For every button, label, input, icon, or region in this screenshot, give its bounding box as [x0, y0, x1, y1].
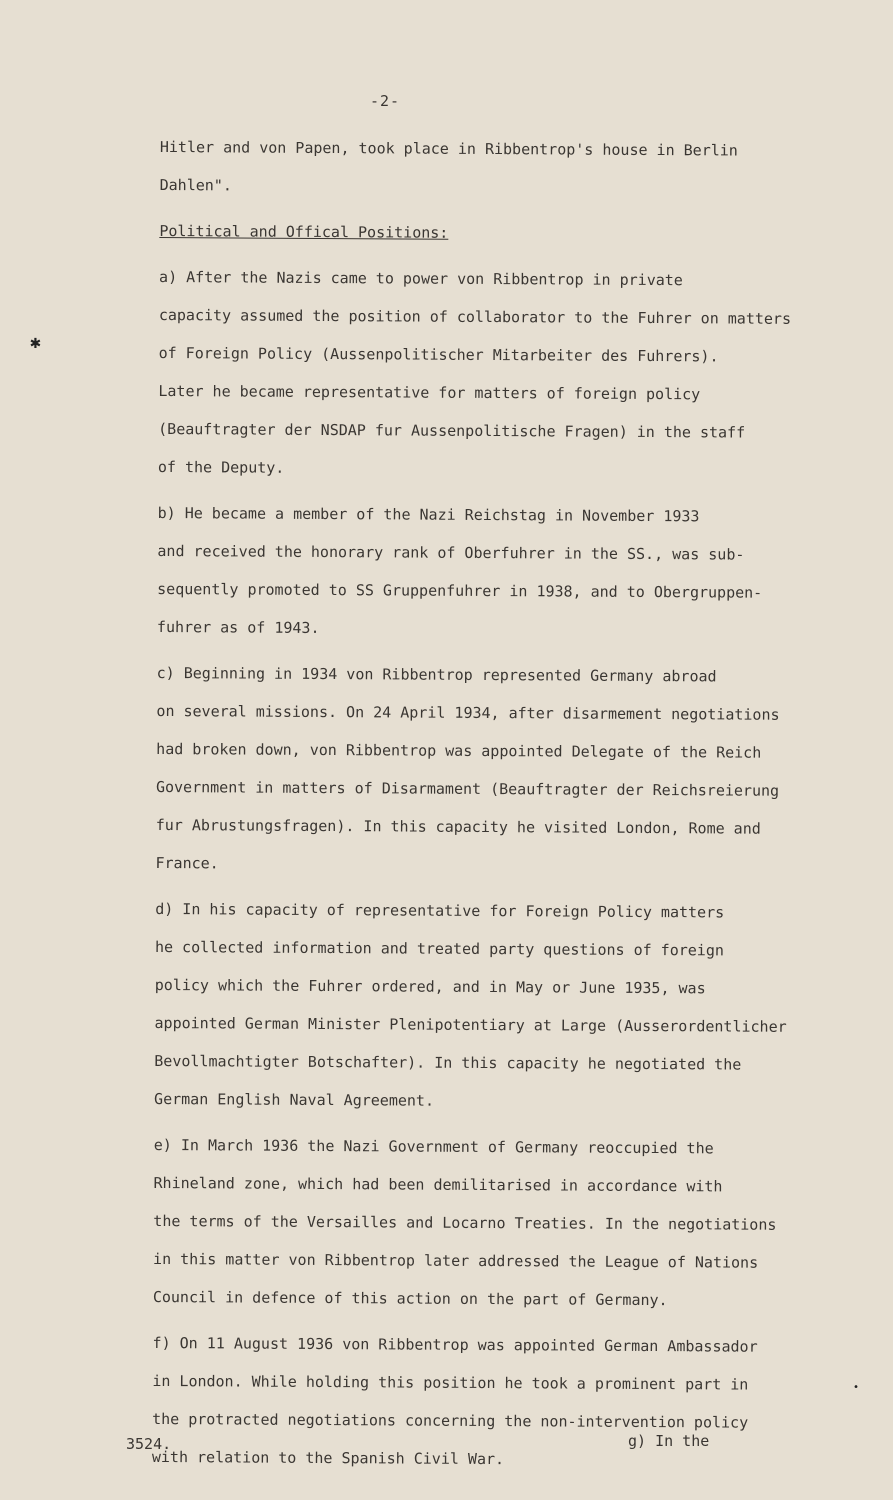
text-line: the protracted negotiations concerning the non-intervention policy — [152, 1409, 749, 1432]
text-line: German English Naval Agreement. — [154, 1089, 435, 1110]
text-line: France. — [155, 853, 219, 873]
text-line: c) Beginning in 1934 von Ribbentrop represented Germany abroad — [156, 663, 717, 686]
text-line: Council in defence of this action on the part of Germany. — [152, 1287, 668, 1310]
text-line: and received the honorary rank of Oberfuhrer in the SS., was sub- — [157, 541, 745, 564]
text-line: policy which the Fuhrer ordered, and in May or June 1935, was — [154, 975, 706, 998]
paragraph-f — [152, 1324, 823, 1480]
text-line: e) In March 1936 the Nazi Government of Germany reoccupied the — [153, 1135, 714, 1158]
text-line: sequently promoted to SS Gruppenfuhrer in 1938, and to Obergruppen- — [157, 579, 763, 602]
text-line: Dahlen". — [159, 175, 232, 195]
body-text — [152, 128, 830, 1488]
text-line: Hitler and von Papen, took place in Ribbentrop's house in Berlin — [159, 137, 738, 160]
text-line: fuhrer as of 1943. — [156, 617, 320, 637]
document-id: 3524. — [126, 1435, 172, 1453]
section-heading: Political and Offical Positions: — [159, 221, 449, 242]
text-line: Government in matters of Disarmament (Beauftragter der Reichsreierung — [155, 777, 780, 800]
ink-blot: ✱ — [30, 332, 41, 353]
catchword: g) In the — [628, 1432, 710, 1450]
text-line: in this matter von Ribbentrop later addressed the League of Nations — [153, 1249, 759, 1272]
text-line: the terms of the Versailles and Locarno Treaties. In the negotiations — [153, 1211, 777, 1234]
text-line: appointed German Minister Plenipotentiary at Large (Ausserordentlicher — [154, 1013, 787, 1036]
text-line: fur Abrustungsfragen). In this capacity he visited London, Rome and — [155, 815, 761, 838]
paragraph-d — [154, 890, 825, 1122]
text-line: in London. While holding this position he took a prominent part in — [152, 1371, 749, 1394]
text-line: capacity assumed the position of collaborator to the Fuhrer on matters — [158, 305, 792, 328]
text-line: Bevollmachtigter Botschafter). In this capacity he negotiated the — [154, 1051, 742, 1074]
text-line: of the Deputy. — [157, 457, 285, 477]
paragraph-c — [155, 654, 826, 886]
text-line: Later he became representative for matters of foreign policy — [158, 381, 701, 404]
page-number: -2- — [369, 92, 401, 110]
intro-paragraph — [160, 128, 830, 208]
text-line: Rhineland zone, which had been demilitarised in accordance with — [153, 1173, 723, 1196]
text-line: of Foreign Policy (Aussenpolitischer Mitarbeiter des Fuhrers). — [158, 343, 719, 366]
text-line: b) He became a member of the Nazi Reichstag in November 1933 — [157, 503, 700, 526]
text-line: on several missions. On 24 April 1934, after disarmement negotiations — [156, 701, 780, 724]
text-line: a) After the Nazis came to power von Ribbentrop in private — [159, 267, 683, 290]
text-line: with relation to the Spanish Civil War. — [151, 1447, 505, 1469]
paragraph-e — [153, 1126, 824, 1320]
ink-speck: • — [853, 1382, 860, 1393]
text-line: f) On 11 August 1936 von Ribbentrop was appointed German Ambassador — [152, 1333, 758, 1356]
text-line: d) In his capacity of representative for Foreign Policy matters — [155, 899, 725, 922]
paragraph-a — [158, 258, 829, 490]
text-line: (Beauftragter der NSDAP fur Aussenpolitische Fragen) in the staff — [158, 419, 746, 442]
paragraph-b — [157, 494, 828, 650]
text-line: had broken down, von Ribbentrop was appointed Delegate of the Reich — [156, 739, 762, 762]
text-line: he collected information and treated party questions of foreign — [154, 937, 724, 960]
